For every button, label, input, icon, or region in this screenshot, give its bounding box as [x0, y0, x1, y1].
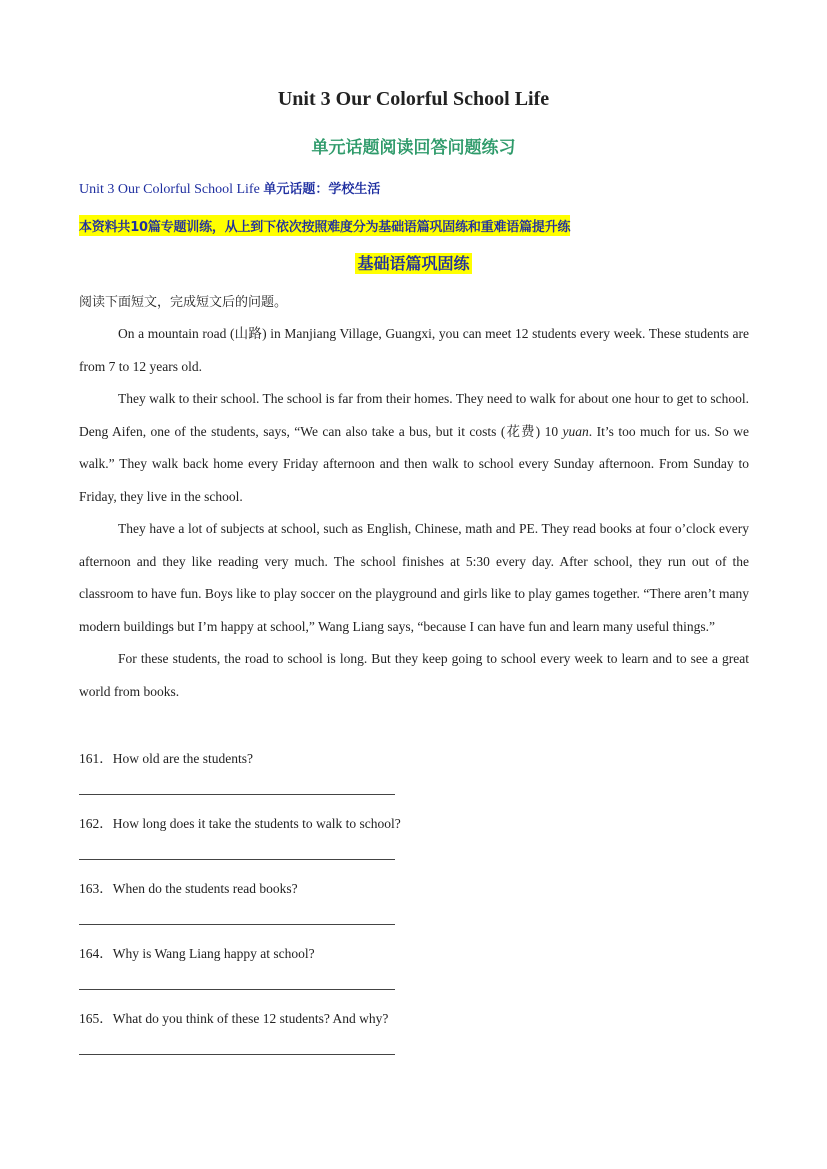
intro-highlight: 本资料共10篇专题训练，从上到下依次按照难度分为基础语篇巩固练和重难语篇提升练: [79, 215, 570, 236]
passage-paragraph-1: On a mountain road (山路) in Manjiang Village, Guangxi, you can meet 12 students every week. These students are from 7 to 12 years old.: [79, 326, 749, 374]
section-heading-text: 基础语篇巩固练: [357, 254, 470, 273]
instruction-text: 阅读下面短文，完成短文后的问题。: [79, 295, 288, 310]
question-list: [79, 742, 749, 1067]
paragraph-2-part-b: . It’s too much for us. So we walk.” They walk back home every Friday afternoon and then walk to school every Sunday afternoon. From Sunday to Friday, they live in the school.: [79, 423, 749, 504]
yuan-word: yuan: [562, 423, 589, 439]
topic-label: 单元话题：学校生活: [263, 182, 381, 197]
question-text: 162．How long does it take the students to walk to school?: [79, 816, 401, 831]
question-item: [79, 937, 749, 1002]
question-item: [79, 807, 749, 872]
unit-topic-line: [79, 178, 380, 198]
question-item: [79, 872, 749, 937]
question-text: 165．What do you think of these 12 students? And why?: [79, 1011, 389, 1026]
answer-line[interactable]: [79, 859, 395, 860]
page-title: Unit 3 Our Colorful School Life: [277, 88, 550, 110]
passage-paragraph-2: [79, 383, 749, 513]
paragraph-2-part-a: They walk to their school. The school is far from their homes. They need to walk for about one hour to get to school. Deng Aifen, one of the students, says, “We can also take a bus, but it costs (花费) 10: [79, 391, 749, 439]
reading-passage: [79, 318, 749, 708]
answer-line[interactable]: [79, 1054, 395, 1055]
section-heading: [0, 251, 827, 274]
page-subtitle: 单元话题阅读回答问题练习: [311, 138, 516, 158]
answer-line[interactable]: [79, 924, 395, 925]
answer-line[interactable]: [79, 989, 395, 990]
question-item: [79, 742, 749, 807]
passage-paragraph-4: For these students, the road to school is long. But they keep going to school every week to learn and to see a great world from books.: [79, 651, 749, 699]
passage-paragraph-3: They have a lot of subjects at school, such as English, Chinese, math and PE. They read books at four o’clock every afternoon and they like reading very much. The school finishes at 5:30 every day. After school, they run out of the classroom to have fun. Boys like to play soccer on the playground and girls like to play games together. “There aren’t many modern buildings but I’m happy at school,” Wang Liang says, “because I can have fun and learn many useful things.”: [79, 521, 749, 634]
question-text: 161．How old are the students?: [79, 751, 253, 766]
question-text: 164．Why is Wang Liang happy at school?: [79, 946, 315, 961]
question-text: 163．When do the students read books?: [79, 881, 298, 896]
answer-line[interactable]: [79, 794, 395, 795]
question-item: [79, 1002, 749, 1067]
unit-label: Unit 3 Our Colorful School Life: [79, 182, 260, 197]
